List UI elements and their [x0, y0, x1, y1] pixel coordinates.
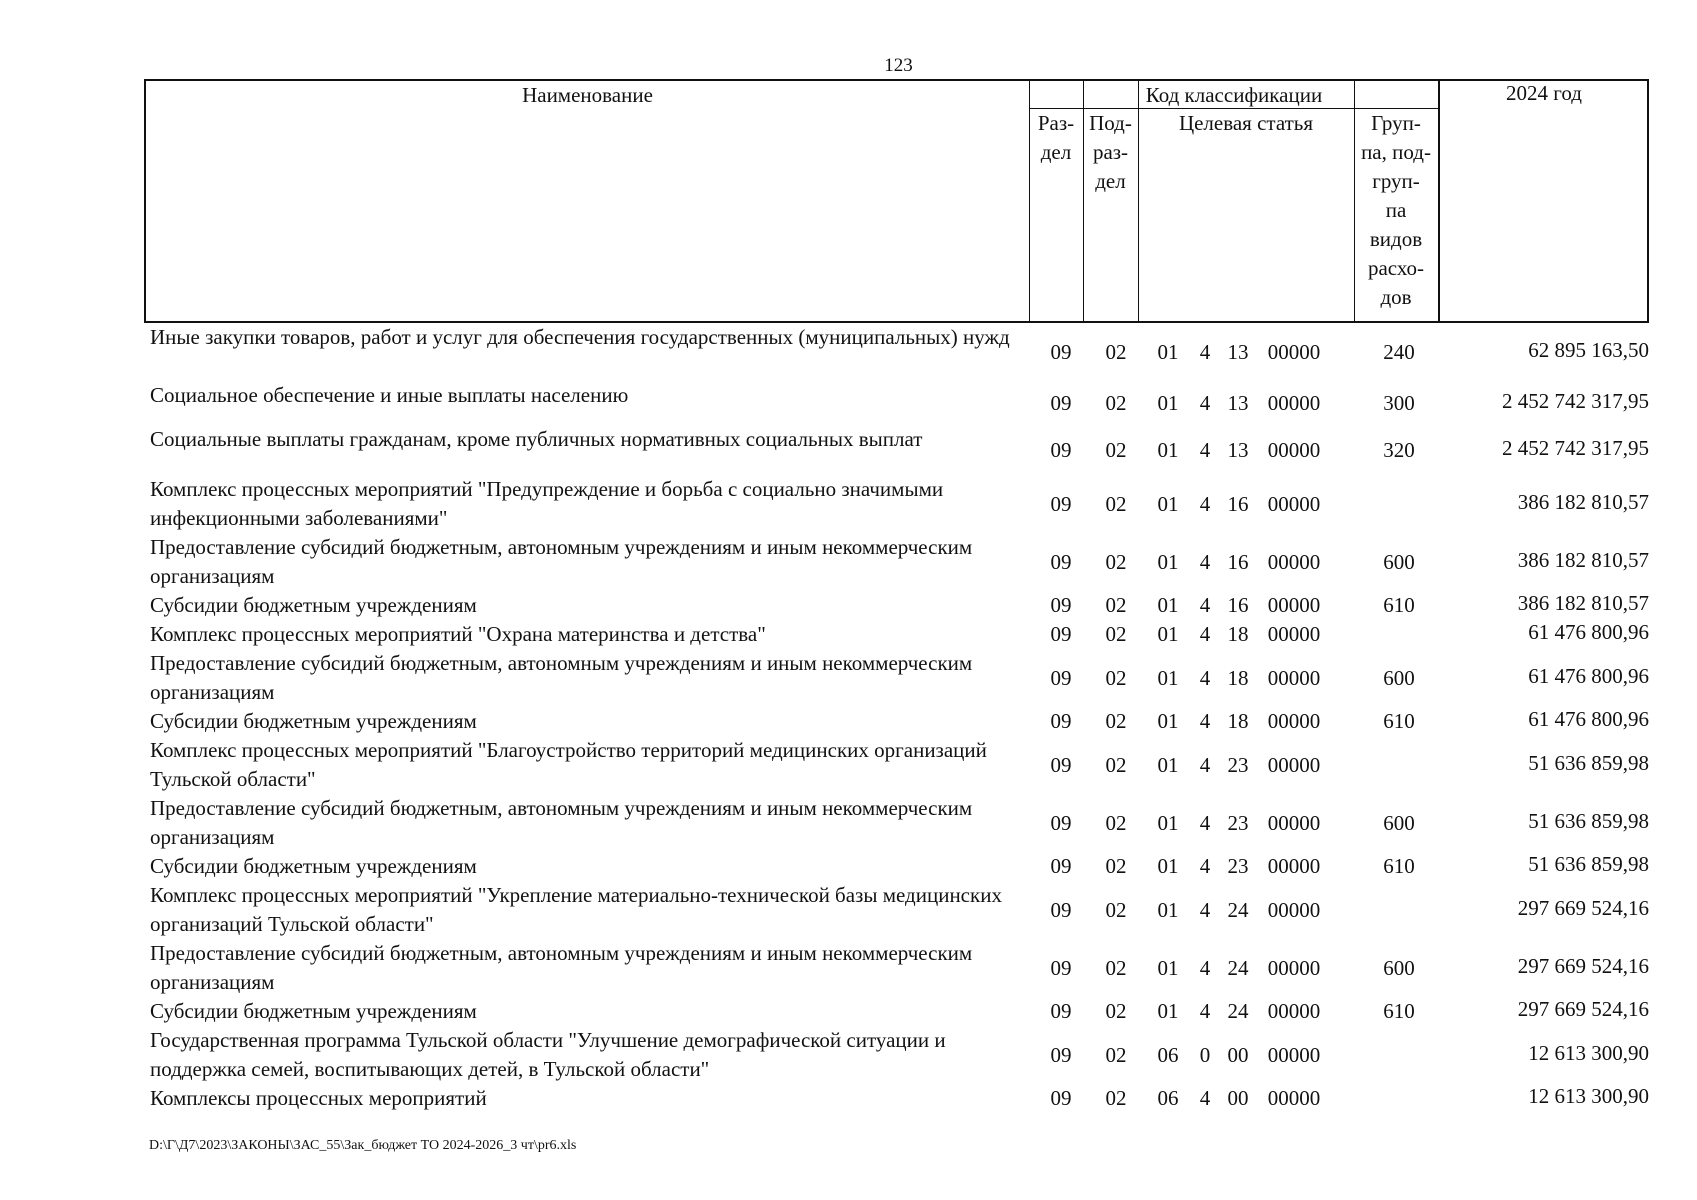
row-c2: 0: [1199, 1042, 1211, 1067]
row-r: 09: [1050, 999, 1072, 1023]
row-name: Комплекс процессных мероприятий "Предупреждение и борьба с социально значимыми инфекционными заболеваниями": [150, 477, 944, 530]
row-name: Предоставление субсидий бюджетным, автономным учреждениям и иным некоммерческим организациям: [150, 796, 973, 849]
row-name: Социальные выплаты гражданам, кроме публичных нормативных социальных выплат: [150, 427, 923, 451]
row-c2: 4: [1199, 491, 1211, 516]
row-c1: 01: [1157, 491, 1179, 516]
row-name: Государственная программа Тульской области "Улучшение демографической ситуации и поддержка семей, воспитывающих детей, в Тульской области": [150, 1028, 946, 1081]
row-c3: 18: [1227, 622, 1249, 646]
row-c2: 4: [1199, 339, 1211, 364]
table-row: [144, 794, 1649, 852]
row-r: 09: [1050, 622, 1072, 646]
row-pr: 02: [1105, 709, 1127, 733]
row-name: Предоставление субсидий бюджетным, автономным учреждениям и иным некоммерческим организациям: [150, 535, 973, 588]
row-c2: 4: [1199, 437, 1211, 462]
row-name: Социальное обеспечение и иные выплаты населению: [150, 383, 629, 407]
table-row: [144, 939, 1649, 997]
row-c1: 01: [1157, 810, 1179, 835]
row-r: 09: [1050, 437, 1072, 462]
row-c3: 16: [1227, 549, 1249, 574]
row-c1: 01: [1157, 339, 1179, 364]
row-c4: 00000: [1267, 752, 1321, 777]
table-row: [144, 1026, 1649, 1084]
row-c4: 00000: [1267, 999, 1321, 1023]
row-r: 09: [1050, 665, 1072, 690]
row-c4: 00000: [1267, 491, 1321, 516]
header-razdel: Раз- дел: [1037, 111, 1075, 164]
row-pr: 02: [1105, 1042, 1127, 1067]
row-r: 09: [1050, 549, 1072, 574]
row-c1: 01: [1157, 955, 1179, 980]
row-c4: 00000: [1267, 1042, 1321, 1067]
row-c2: 4: [1199, 593, 1211, 617]
row-amount: 61 476 800,96: [1528, 663, 1649, 688]
row-amount: 297 669 524,16: [1517, 953, 1649, 978]
row-c2: 4: [1199, 955, 1211, 980]
row-amount: 2 452 742 317,95: [1502, 435, 1649, 460]
row-c1: 01: [1157, 854, 1179, 878]
row-vr: 320: [1383, 437, 1415, 462]
row-amount: 12 613 300,90: [1528, 1084, 1649, 1108]
header-name: Наименование: [522, 83, 653, 107]
row-c4: 00000: [1267, 955, 1321, 980]
row-pr: 02: [1105, 437, 1127, 462]
row-amount: 51 636 859,98: [1528, 808, 1649, 833]
table-row: [144, 707, 1649, 736]
row-c3: 18: [1227, 665, 1249, 690]
row-name: Комплекс процессных мероприятий "Укрепление материально-технической базы медицинских организаций Тульской области": [150, 883, 1002, 936]
row-amount: 386 182 810,57: [1517, 547, 1649, 572]
row-pr: 02: [1105, 897, 1127, 922]
row-c1: 01: [1157, 897, 1179, 922]
row-amount: 61 476 800,96: [1528, 707, 1649, 731]
row-c3: 00: [1227, 1086, 1249, 1110]
row-c3: 23: [1227, 854, 1249, 878]
row-c4: 00000: [1267, 897, 1321, 922]
row-c2: 4: [1199, 390, 1211, 415]
table-row: [144, 881, 1649, 939]
row-r: 09: [1050, 752, 1072, 777]
row-pr: 02: [1105, 854, 1127, 878]
table-row: [144, 533, 1649, 591]
row-amount: 297 669 524,16: [1517, 997, 1649, 1021]
row-r: 09: [1050, 390, 1072, 415]
row-pr: 02: [1105, 339, 1127, 364]
row-c1: 01: [1157, 437, 1179, 462]
row-c3: 23: [1227, 752, 1249, 777]
row-c2: 4: [1199, 810, 1211, 835]
row-c4: 00000: [1267, 1086, 1321, 1110]
row-r: 09: [1050, 897, 1072, 922]
row-name: Субсидии бюджетным учреждениям: [150, 709, 477, 733]
row-c1: 01: [1157, 390, 1179, 415]
table-header: [144, 79, 1649, 323]
row-pr: 02: [1105, 665, 1127, 690]
row-c1: 01: [1157, 709, 1179, 733]
table-row: [144, 620, 1649, 649]
row-vr: 600: [1383, 549, 1415, 574]
row-pr: 02: [1105, 955, 1127, 980]
row-name: Комплекс процессных мероприятий "Охрана материнства и детства": [150, 622, 766, 646]
row-c2: 4: [1199, 549, 1211, 574]
table-row: [144, 425, 1649, 475]
row-pr: 02: [1105, 999, 1127, 1023]
header-celevaya: Целевая статья: [1178, 111, 1314, 135]
row-c4: 00000: [1267, 339, 1321, 364]
row-pr: 02: [1105, 752, 1127, 777]
row-amount: 297 669 524,16: [1517, 895, 1649, 920]
row-vr: 600: [1383, 810, 1415, 835]
row-r: 09: [1050, 854, 1072, 878]
row-c3: 16: [1227, 593, 1249, 617]
row-c1: 01: [1157, 549, 1179, 574]
row-amount: 61 476 800,96: [1528, 620, 1649, 644]
row-c4: 00000: [1267, 437, 1321, 462]
row-c2: 4: [1199, 854, 1211, 878]
row-amount: 386 182 810,57: [1517, 591, 1649, 615]
row-c3: 18: [1227, 709, 1249, 733]
row-c3: 13: [1227, 390, 1249, 415]
row-c3: 24: [1227, 999, 1249, 1023]
row-amount: 12 613 300,90: [1528, 1040, 1649, 1065]
row-c2: 4: [1199, 752, 1211, 777]
row-pr: 02: [1105, 593, 1127, 617]
row-c2: 4: [1199, 709, 1211, 733]
row-r: 09: [1050, 339, 1072, 364]
page-number: 123: [884, 55, 913, 76]
row-r: 09: [1050, 593, 1072, 617]
row-name: Субсидии бюджетным учреждениям: [150, 593, 477, 617]
row-pr: 02: [1105, 390, 1127, 415]
table-row: [144, 591, 1649, 620]
row-name: Субсидии бюджетным учреждениям: [150, 854, 477, 878]
row-c1: 01: [1157, 622, 1179, 646]
row-amount: 51 636 859,98: [1528, 852, 1649, 876]
row-c2: 4: [1199, 665, 1211, 690]
header-code: Код классификации: [1145, 83, 1323, 107]
row-c3: 16: [1227, 491, 1249, 516]
row-c3: 13: [1227, 339, 1249, 364]
row-vr: 610: [1383, 709, 1415, 733]
row-name: Предоставление субсидий бюджетным, автономным учреждениям и иным некоммерческим организациям: [150, 941, 973, 994]
row-vr: 610: [1383, 999, 1415, 1023]
table-row: [144, 852, 1649, 881]
row-amount: 51 636 859,98: [1528, 750, 1649, 775]
row-name: Субсидии бюджетным учреждениям: [150, 999, 477, 1023]
row-c1: 01: [1157, 593, 1179, 617]
row-name: Комплексы процессных мероприятий: [150, 1086, 487, 1110]
row-pr: 02: [1105, 549, 1127, 574]
row-c1: 01: [1157, 752, 1179, 777]
row-c4: 00000: [1267, 854, 1321, 878]
row-r: 09: [1050, 1042, 1072, 1067]
row-r: 09: [1050, 709, 1072, 733]
row-pr: 02: [1105, 1086, 1127, 1110]
row-r: 09: [1050, 491, 1072, 516]
row-name: Комплекс процессных мероприятий "Благоустройство территорий медицинских организаций Тульской области": [150, 738, 987, 791]
table-row: [144, 475, 1649, 533]
row-c2: 4: [1199, 999, 1211, 1023]
row-c4: 00000: [1267, 622, 1321, 646]
row-c3: 00: [1227, 1042, 1249, 1067]
row-vr: 610: [1383, 593, 1415, 617]
table-row: [144, 323, 1649, 381]
row-amount: 386 182 810,57: [1517, 489, 1649, 514]
table-row: [144, 381, 1649, 425]
row-c3: 13: [1227, 437, 1249, 462]
header-podrazdel: Под- раз- дел: [1089, 111, 1132, 193]
row-c1: 06: [1157, 1086, 1179, 1110]
row-c1: 01: [1157, 999, 1179, 1023]
row-amount: 62 895 163,50: [1528, 337, 1649, 362]
table-row: [144, 649, 1649, 707]
row-name: Иные закупки товаров, работ и услуг для обеспечения государственных (муниципальных) нужд: [150, 325, 1010, 349]
row-c4: 00000: [1267, 665, 1321, 690]
row-vr: 240: [1383, 339, 1415, 364]
row-c4: 00000: [1267, 709, 1321, 733]
row-c4: 00000: [1267, 810, 1321, 835]
row-c2: 4: [1199, 897, 1211, 922]
row-vr: 600: [1383, 665, 1415, 690]
header-year: 2024 год: [1506, 81, 1582, 105]
row-name: Предоставление субсидий бюджетным, автономным учреждениям и иным некоммерческим организациям: [150, 651, 973, 704]
row-c2: 4: [1199, 1086, 1211, 1110]
row-r: 09: [1050, 810, 1072, 835]
row-c4: 00000: [1267, 549, 1321, 574]
table-row: [144, 997, 1649, 1026]
row-pr: 02: [1105, 491, 1127, 516]
row-c3: 24: [1227, 955, 1249, 980]
row-r: 09: [1050, 1086, 1072, 1110]
row-vr: 600: [1383, 955, 1415, 980]
file-path: D:\Г\Д7\2023\ЗАКОНЫ\ЗАС_55\Зак_бюджет ТО 2024-2026_3 чт\pr6.xls: [149, 1138, 577, 1153]
table-row: [144, 1084, 1649, 1113]
row-amount: 2 452 742 317,95: [1502, 388, 1649, 413]
row-c4: 00000: [1267, 593, 1321, 617]
row-c4: 00000: [1267, 390, 1321, 415]
row-c2: 4: [1199, 622, 1211, 646]
row-c1: 06: [1157, 1042, 1179, 1067]
row-c3: 23: [1227, 810, 1249, 835]
header-gruppa: Груп- па, под- груп- па видов расхо- дов: [1361, 111, 1431, 309]
row-pr: 02: [1105, 622, 1127, 646]
row-r: 09: [1050, 955, 1072, 980]
row-pr: 02: [1105, 810, 1127, 835]
table-row: [144, 736, 1649, 794]
row-c1: 01: [1157, 665, 1179, 690]
row-vr: 610: [1383, 854, 1415, 878]
row-vr: 300: [1383, 390, 1415, 415]
row-c3: 24: [1227, 897, 1249, 922]
